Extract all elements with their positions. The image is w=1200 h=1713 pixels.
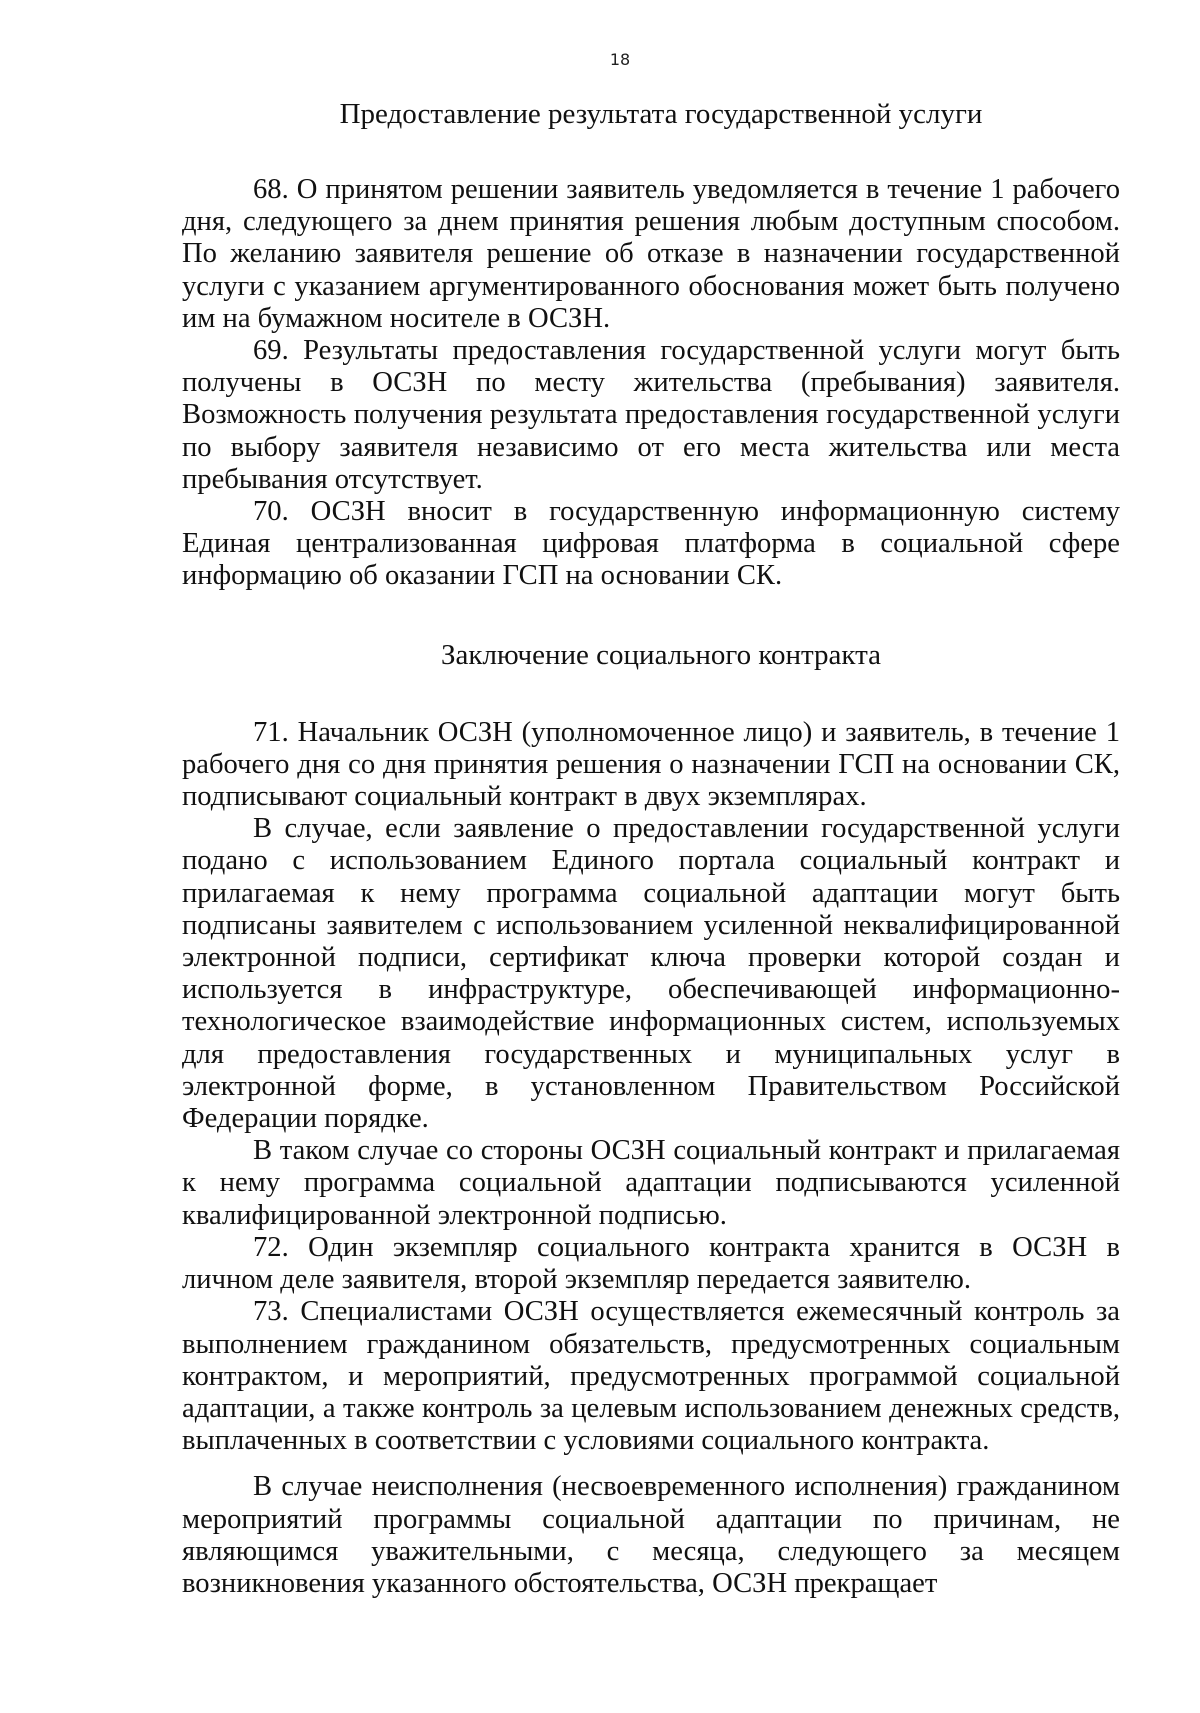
paragraph-70: 70. ОСЗН вносит в государственную информационную систему Единая централизованная цифровая платформа в социальной сфере информацию об оказании ГСП на основании СК.: [182, 496, 1120, 592]
document-body: [182, 98, 1120, 1600]
paragraph-71: 71. Начальник ОСЗН (уполномоченное лицо) и заявитель, в течение 1 рабочего дня со дня принятия решения о назначении ГСП на основании СК, подписывают социальный контракт в двух экземплярах.: [182, 716, 1120, 813]
paragraph-71-portal: В случае, если заявление о предоставлении государственной услуги подано с использованием Единого портала социальный контракт и прилагаемая к нему программа социальной адаптации могут быть подписаны заявителем с использованием усиленной неквалифицированной электронной подписи, сертификат ключа проверки которой создан и используется в инфраструктуре, обеспечивающей информационно-технологическое взаимодействие информационных систем, используемых для предоставления государственных и муниципальных услуг в электронной форме, в установленном Правительством Российской Федерации порядке.: [182, 813, 1120, 1135]
paragraph-71-signature: В таком случае со стороны ОСЗН социальный контракт и прилагаемая к нему программа социальной адаптации подписываются усиленной квалифицированной электронной подписью.: [182, 1135, 1120, 1231]
page-number: 18: [609, 50, 631, 69]
section-heading-contract: Заключение социального контракта: [441, 638, 881, 671]
section-heading-result: Предоставление результата государственной услуги: [339, 98, 983, 130]
paragraph-72: 72. Один экземпляр социального контракта хранится в ОСЗН в личном деле заявителя, второй экземпляр передается заявителю.: [182, 1231, 1120, 1296]
paragraph-73-noncompliance: В случае неисполнения (несвоевременного исполнения) гражданином мероприятий программы социальной адаптации по причинам, не являющимся уважительными, с месяца, следующего за месяцем возникновения указанного обстоятельства, ОСЗН прекращает: [182, 1471, 1120, 1599]
paragraph-69: 69. Результаты предоставления государственной услуги могут быть получены в ОСЗН по месту жительства (пребывания) заявителя. Возможность получения результата предоставления государственной услуги по выбору заявителя независимо от его места жительства или места пребывания отсутствует.: [182, 335, 1120, 495]
paragraph-68: 68. О принятом решении заявитель уведомляется в течение 1 рабочего дня, следующего за днем принятия решения любым доступным способом. По желанию заявителя решение об отказе в назначении государственной услуги с указанием аргументированного обоснования может быть получено им на бумажном носителе в ОСЗН.: [182, 174, 1120, 334]
paragraph-73: 73. Специалистами ОСЗН осуществляется ежемесячный контроль за выполнением гражданином обязательств, предусмотренных социальным контрактом, и мероприятий, предусмотренных программой социальной адаптации, а также контроль за целевым использованием денежных средств, выплаченных в соответствии с условиями социального контракта.: [182, 1296, 1120, 1457]
